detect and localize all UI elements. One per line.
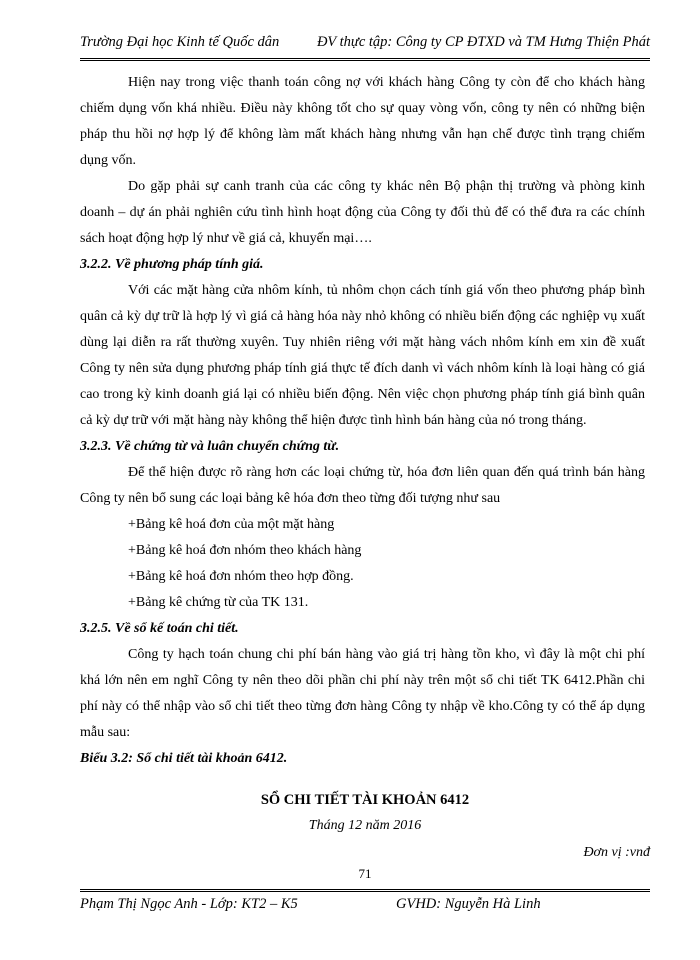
header-university: Trường Đại học Kinh tế Quốc dân (80, 34, 280, 50)
footer-divider (80, 889, 650, 894)
header-divider (80, 58, 650, 63)
figure-caption: Biểu 3.2: Sổ chi tiết tài khoản 6412. (80, 751, 288, 766)
ledger-month: Tháng 12 năm 2016 (308, 818, 422, 833)
footer-student: Phạm Thị Ngọc Anh - Lớp: KT2 – K5 (80, 896, 298, 912)
list-item: +Bảng kê chứng từ của TK 131. (128, 595, 309, 610)
paragraph-debt-collection: Hiện nay trong việc thanh toán công nợ với khách hàng Công ty còn để cho khách hàng chiếm dụng vốn khá nhiều. Điều này không tốt cho sự quay vòng vốn, công ty nên có những biện pháp thu hồi nợ hợp lý để không làm mất khách hàng nhưng vẫn hạn chế được tình trạng chiếm dụng vốn. (80, 75, 645, 168)
footer-supervisor: GVHD: Nguyễn Hà Linh (396, 896, 541, 912)
header-internship-unit: ĐV thực tập: Công ty CP ĐTXD và TM Hưng Thiện Phát (316, 34, 650, 50)
page-number: 71 (358, 866, 372, 881)
paragraph-vouchers: Để thể hiện được rõ ràng hơn các loại chứng từ, hóa đơn liên quan đến quá trình bán hàng Công ty nên bổ sung các loại bảng kê hóa đơn theo từng đối tượng như sau (80, 465, 645, 506)
currency-unit: Đơn vị :vnđ (583, 845, 650, 860)
section-heading-3-2-2: 3.2.2. Về phương pháp tính giá. (80, 257, 264, 272)
section-heading-3-2-3: 3.2.3. Về chứng từ và luân chuyển chứng từ. (80, 439, 340, 454)
paragraph-ledger: Công ty hạch toán chung chi phí bán hàng vào giá trị hàng tồn kho, vì đây là một chi phí khá lớn nên em nghĩ Công ty nên theo dõi phần chi phí này trên một sổ chi tiết TK 6412.Phần chi phí này có thể nhập vào sổ chi tiết theo từng đơn hàng Công ty nhập về kho.Công ty có thể áp dụng mẫu sau: (80, 647, 645, 740)
paragraph-competition: Do gặp phải sự canh tranh của các công ty khác nên Bộ phận thị trường và phòng kinh doanh – dự án phải nghiên cứu tình hình hoạt động của Công ty đối thủ để có thể đưa ra các chính sách hoạt động hợp lý như về giá cả, khuyến mại…. (80, 179, 645, 246)
paragraph-pricing-method: Với các mặt hàng cửa nhôm kính, tủ nhôm chọn cách tính giá vốn theo phương pháp bình quân cả kỳ dự trữ là hợp lý vì giá cả hàng hóa này nhỏ không có nhiều biến động các nghiệp vụ xuất dùng lại diễn ra rất thường xuyên. Tuy nhiên riêng với mặt hàng vách nhôm kính em xin đề xuất Công ty nên sửa dụng phương pháp tính giá thực tế đích danh vì vách nhôm kính là loại hàng có giá cao trong kỳ kinh doanh giá lại có nhiều biến động. Nên việc chọn phương pháp tính giá bình quân cả kỳ dự trữ với mặt hàng này không thể hiện được tình hình bán hàng của nó trong tháng. (80, 283, 645, 428)
document-body (80, 70, 645, 772)
list-item: +Bảng kê hoá đơn của một mặt hàng (128, 517, 335, 532)
ledger-title: SỔ CHI TIẾT TÀI KHOẢN 6412 (260, 792, 470, 808)
section-heading-3-2-5: 3.2.5. Về sổ kế toán chi tiết. (80, 621, 239, 636)
list-item: +Bảng kê hoá đơn nhóm theo hợp đồng. (128, 569, 354, 584)
page-header (80, 34, 650, 58)
list-item: +Bảng kê hoá đơn nhóm theo khách hàng (128, 543, 362, 558)
